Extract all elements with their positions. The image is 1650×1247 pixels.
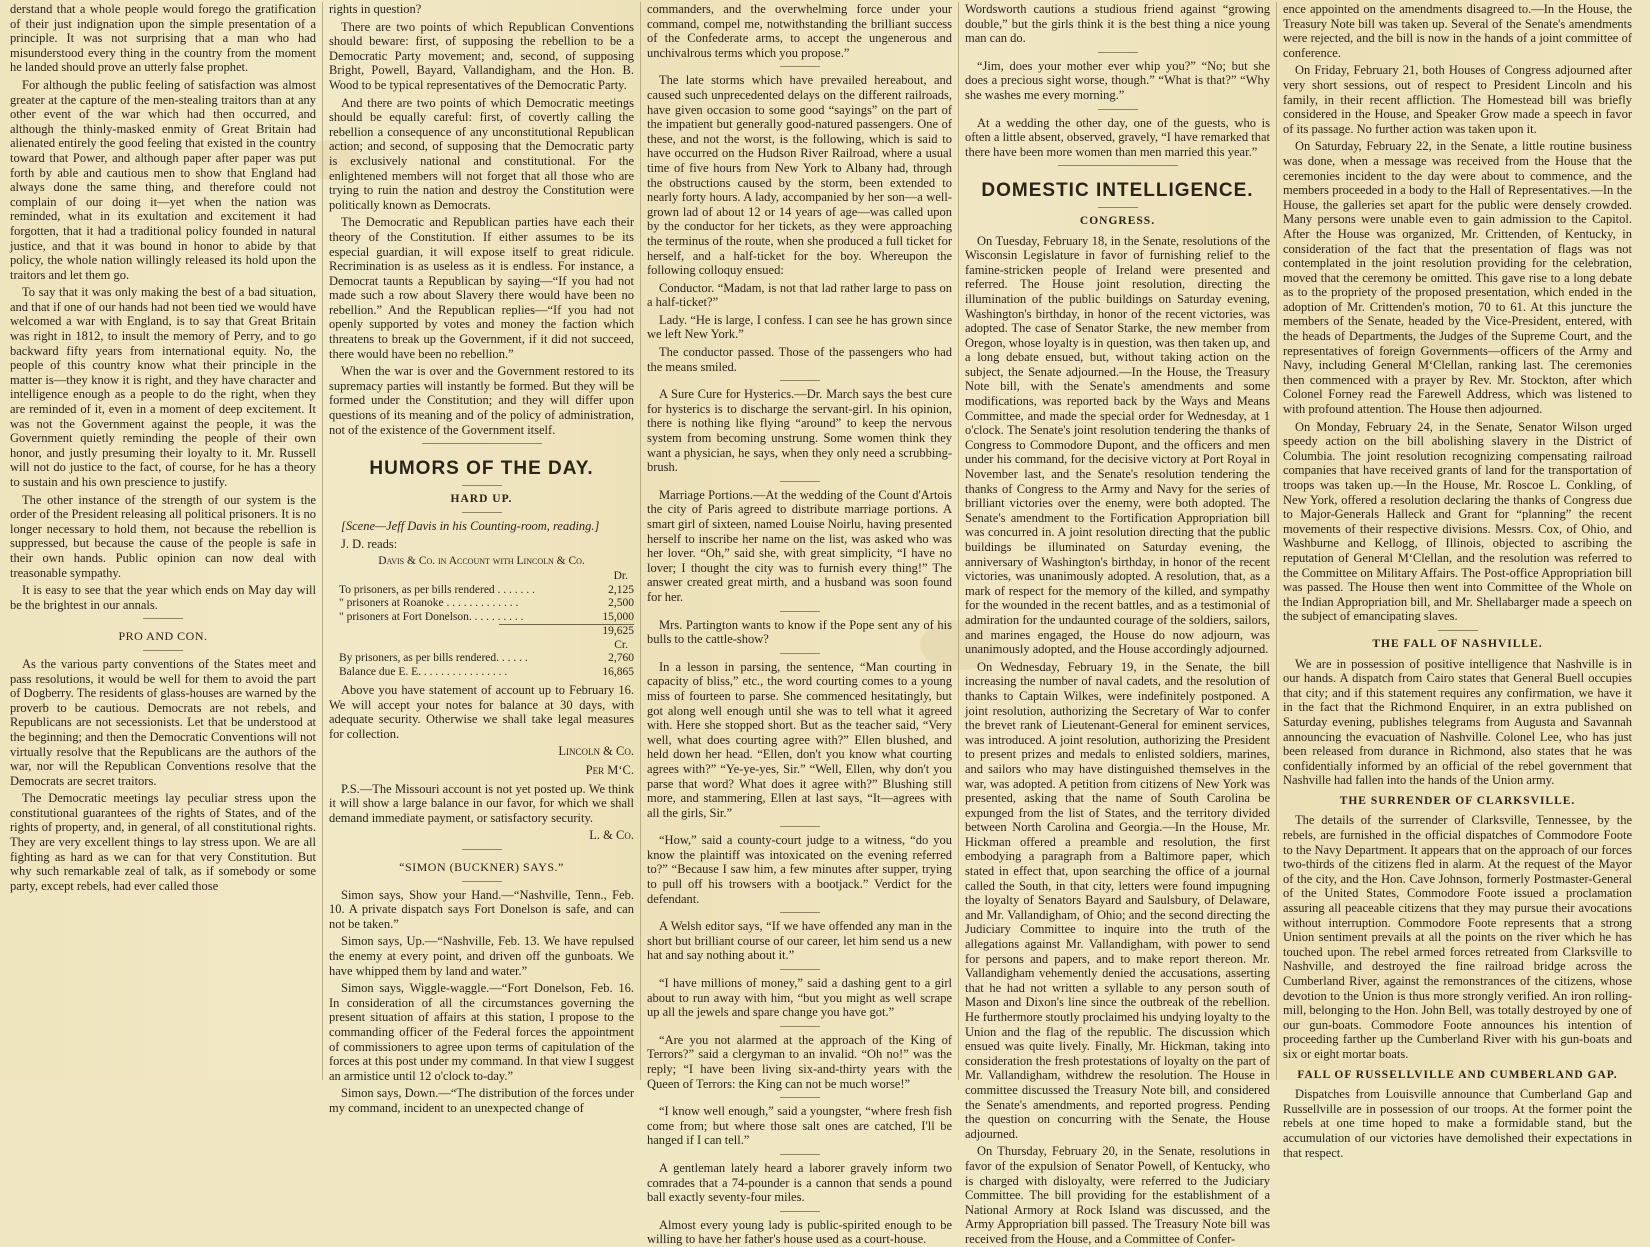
paragraph: “I know well enough,” said a youngster, “where fresh fish come from; but where those salt ones are catched, I'll be hanged if I can tell.” — [647, 1104, 952, 1148]
paragraph: “Are you not alarmed at the approach of the King of Terrors?” said a clergyman to an invalid. “Oh no!” was the reply; “I have been living six-and-thirty years with the Queen of Terrors: the King can not be much worse!” — [647, 1032, 952, 1091]
reads-line: J. D. reads: — [341, 537, 398, 551]
section-heading: “SIMON (BUCKNER) SAYS.” — [399, 860, 564, 875]
paragraph: Almost every young lady is public-spirited enough to be willing to have her father's house used as a court-house. — [647, 1217, 952, 1247]
divider — [143, 650, 183, 651]
signature: L. & Co. — [589, 828, 634, 843]
paragraph: At a wedding the other day, one of the guests, who is often a little absent, observed, gravely, “I have remarked that there have been more women than men married this year.” — [965, 115, 1270, 159]
paragraph: Lady. “He is large, I confess. I can see he has grown since we left New York.” — [647, 312, 952, 342]
row-label: Balance due E. E. . . . . . . . . . . . . . . . — [339, 665, 508, 678]
paragraph: On Monday, February 24, in the Senate, Senator Wilson urged speedy action on the bill abolishing slavery in the District of Columbia. The joint resolution recognizing compensating railroad companies that have received grants of land for the transportation of troops was taken up.—In the House, Mr. Roscoe L. Conkling, of New York, offered a resolution declaring the thanks of Congress due to Major-Generals Halleck and Grant for “planning” the recent movements of their respective divisions. Messrs. Cox, of Ohio, and Washburne and Kellogg, of Illinois, objected to ascribing the reputation of General M‘Clellan, and the resolution was referred to the Committee on Military Affairs. The Post-office Appropriation bill was passed. The House then went into Committee of the Whole on the Indian Appropriation bill, and Mr. Shellabarger made a speech on the subject of emancipating slaves. — [1283, 419, 1632, 624]
divider — [462, 881, 502, 882]
divider — [780, 1026, 820, 1027]
row-value: 2,760 — [608, 652, 634, 665]
row-value: 16,865 — [602, 665, 634, 678]
account-ledger — [329, 555, 634, 680]
divider — [143, 618, 183, 619]
paragraph: Dispatches from Louisville announce that Cumberland Gap and Russellville are in possession of our troops. At the former point the rebels at one time hoped to make a formidable stand, but the accumulation of our victories have demolished their expectations in that respect. — [1283, 1087, 1632, 1160]
account-row — [329, 597, 634, 611]
paragraph: “I have millions of money,” said a dashing gent to a girl about to run away with him, “but you might as well scrape up all the jewels and spare change you have got.” — [647, 976, 952, 1020]
divider — [780, 611, 820, 612]
debit-label: Dr. — [613, 570, 628, 583]
column-2 — [322, 2, 640, 1115]
paragraph: Simon says, Down.—“The distribution of the forces under my command, incident to an unexpected change of — [329, 1086, 634, 1115]
divider — [1098, 109, 1138, 110]
row-label: " prisoners at Roanoke . . . . . . . . . . . . . — [339, 597, 519, 610]
account-row — [329, 666, 634, 680]
signature: Lincoln & Co. — [558, 744, 634, 759]
divider — [780, 66, 820, 67]
paragraph: derstand that a whole people would forego the gratification of their just indignation upon the simple presentation of a principle. It was not surprising that a man who had misunderstood every thing in the country from the moment he landed should prove an utterly false prophet. — [10, 2, 316, 75]
section-heading: FALL OF RUSSELLVILLE AND CUMBERLAND GAP. — [1297, 1068, 1618, 1081]
paragraph: Simon says, Show your Hand.—“Nashville, Tenn., Feb. 10. A private dispatch says Fort Donelson is safe, and can not be taken.” — [329, 887, 634, 931]
column-5 — [1276, 2, 1638, 1160]
divider — [780, 969, 820, 970]
divider — [780, 653, 820, 654]
divider — [780, 826, 820, 827]
account-row — [329, 652, 634, 666]
paragraph: To say that it was only making the best of a bad situation, and that if one of our hands had not been tied we would have welcomed a war with England, is to say that Great Britain was right in 1812, to insult the memory of Perry, and to go backward fifty years from international equity. No, the people of this country know what their principle in the matter is—they know it is right, and they have character and intelligence enough as a people to do the right, when they are reminded of it, even in a moment of deep excitement. It was not the Government against the people, it was the Government quietly reminding the people of their own honor, and justly presuming their loyalty to it. Mr. Russell will not do justice to the fact, of course, for he has a theory to sustain and his own prescience to justify. — [10, 285, 316, 489]
paragraph: The conductor passed. Those of the passengers who had the means smiled. — [647, 345, 952, 374]
divider — [780, 1097, 820, 1098]
paragraph: ence appointed on the amendments disagreed to.—In the House, the Treasury Note bill was taken up. Several of the Senate's amendments were rejected, and the bill is now in the hands of a joint committee of conference. — [1283, 2, 1632, 60]
column-1 — [4, 2, 322, 1080]
column-3 — [640, 2, 958, 1247]
paragraph: P.S.—The Missouri account is not yet posted up. We think it will show a large balance in our favor, for which we shall demand immediate payment, or satisfactory security. — [329, 781, 634, 825]
section-heading: PRO AND CON. — [118, 629, 208, 644]
column-4 — [958, 2, 1276, 1246]
section-heading: THE SURRENDER OF CLARKSVILLE. — [1339, 794, 1576, 807]
account-total — [499, 624, 634, 639]
divider — [462, 512, 502, 513]
paragraph: A Welsh editor says, “If we have offended any man in the short but brilliant course of our career, let him send us a new hat and say nothing about it.” — [647, 919, 952, 963]
credit-label: Cr. — [614, 638, 628, 651]
account-row — [329, 584, 634, 598]
paragraph: The other instance of the strength of our system is the order of the President releasing all political prisoners. It is no longer necessary to hold them, not because the rebellion is suppressed, but because the cause of the people is safe in their own hands. Public opinion can now deal with treasonable sympathy. — [10, 492, 316, 580]
row-value: 2,500 — [608, 597, 634, 610]
paragraph: There are two points of which Republican Conventions should beware: first, of supposing the rebellion to be a Democratic Party movement; and, second, of supposing Bright, Powell, Bayard, Vallandigham, and the Hon. B. Wood to be typical representatives of the Democratic Party. — [329, 19, 634, 92]
row-value: 2,125 — [608, 583, 634, 596]
paragraph: On Tuesday, February 18, in the Senate, resolutions of the Wisconsin Legislature in favor of furnishing relief to the famine-stricken people of Ireland were presented and referred. The House joint resolution, directing the illumination of the public buildings on Saturday evening, Washington's birthday, in honor of the recent victories, was adopted. The case of Senator Starke, the new member from Oregon, whose loyalty is in question, was then taken up, and a long debate ensued, but, without taking action on the subject, the Senate adjourned.—In the House, the Treasury Note bill, with the Senate's amendments and some modifications, was reported back by the Ways and Means Committee, and made the special order for Wednesday, at 1 o'clock. The Senate's joint resolution tendering the thanks of Congress to Commodore Dupont, and the officers and men under his command, for the decisive victory at Port Royal in November last, and the Senate's resolution tendering the thanks of Congress to the Army and Navy for the series of brilliant victories over the enemy, were both adopted. The Senate's amendment to the Fortification Appropriation bill was concurred in. A joint resolution directing that the public buildings be illuminated on Saturday evening, the anniversary of Washington's birthday, in honor of the recent victories, was unanimously adopted. A resolution, that, as a mark of respect for the memory of the killed, and sympathy for the wounded in the recent battles, and as a testimonial of admiration for the undaunted courage of the soldiers, sailors, and marines engaged, the House do now adjourn, was unanimously adopted, and the House accordingly adjourned. — [965, 233, 1270, 657]
paragraph: On Thursday, February 20, in the Senate, resolutions in favor of the expulsion of Senator Powell, of Kentucky, who is charged with disloyalty, were referred to the Judiciary Committee. The bill providing for the establishment of a National Armory at Rock Island was discussed, and the Army Appropriation bill passed. The Treasury Note bill was received from the House, and a Committee of Confer- — [965, 1144, 1270, 1246]
paragraph: On Wednesday, February 19, in the Senate, the bill increasing the number of naval cadets, and the resolution of thanks to Captain Wilkes, were indefinitely postponed. A joint resolution, authorizing the Secretary of War to confer the brevet rank of Lieutenant-General for eminent services, was introduced. A joint resolution, authorizing the President to present prizes and medals to enlisted soldiers, marines, and sailors who may have distinguished themselves in the war, was adopted. A petition from citizens of New York was presented, asking that the name of South Carolina be expunged from the list of States, and the territory divided between North Carolina and Georgia.—In the House, Mr. Hickman offered a preamble and resolution, the first embodying a paragraph from a Baltimore paper, which stated in effect that, upon searching the office of a journal called the South, in that city, letters were found impugning the loyalty of Senators Bayard and Saulsbury, of Delaware, and Mr. Vallandigham, of Ohio; and the second directing the Judiciary Committee to inquire into the truth of the allegations against Mr. Vallandigham, with power to send for persons and papers, and to make report thereon. Mr. Vallandigham vehemently denied the accusations, asserting that he had not written a syllable to any person south of Mason and Dixon's line since the outbreak of the rebellion. He furthermore stoutly proclaimed his undying loyalty to the Union and the flag of the republic. The discussion which ensued was quite lively. Finally, Mr. Hickman, taking into consideration the fresh protestations of loyalty on the part of Mr. Vallandigham, withdrew the resolution. The House in committee discussed the Treasury Note bill, and considered the Senate's amendments, and reported progress. Pending the question on concurring with the Senate, the House adjourned. — [965, 659, 1270, 1141]
paragraph: In a lesson in parsing, the sentence, “Man courting in capacity of bliss,” etc., the word courting comes to a young miss of fourteen to parse. She commenced hesitatingly, but got along well enough until she was to tell what it agreed with. Here she stopped short. But as the teacher said, “Very well, what does courting agree with?” Ellen blushed, and held down her head. “Ellen, don't you know what courting agrees with?” “Ye-ye-yes, Sir.” “Well, Ellen, why don't you parse that word? What does it agree with?” Blushing still more, and stammering, Ellen at last says, “It—agrees with all the girls, Sir.” — [647, 659, 952, 820]
scene-line: [Scene—Jeff Davis in his Counting-room, reading.] — [341, 519, 600, 534]
section-heading: HUMORS OF THE DAY. — [369, 458, 594, 480]
paragraph: Marriage Portions.—At the wedding of the Count d'Artois the city of Paris agreed to distribute marriage portions. A smart girl of sixteen, named Louise Noirlu, having presented herself to inscribe her name on the list, was asked who was her lover. “Oh,” said she, with great simplicity, “I have no lover; I thought the city was to furnish every thing!” The answer created great mirth, and a husband was soon found for her. — [647, 487, 952, 604]
paragraph: The Democratic and Republican parties have each their theory of the Constitution. If either assumes to be its especial guardian, it will expose itself to great ridicule. Recrimination is as useless as it is endless. For instance, a Democrat taunts a Republican by saying—“If you had not made such a row about Slavery there would have been no rebellion.” And the Republican replies—“If you had not openly supported by votes and money the faction which threatens to break up the Government, if it did not succeed, there would have been no rebellion.” — [329, 215, 634, 361]
row-label: To prisoners, as per bills rendered . . . . . . . — [339, 583, 535, 596]
divider — [780, 1154, 820, 1155]
row-value: 15,000 — [602, 610, 634, 623]
paragraph: A Sure Cure for Hysterics.—Dr. March says the best cure for hysterics is to discharge the servant-girl. In his opinion, there is nothing like flying “around” to keep the nervous system from becoming unstrung. Some women think they want a physician, he says, when they only need a scrubbing-brush. — [647, 387, 952, 475]
total-value: 19,625 — [602, 625, 634, 638]
account-row — [329, 611, 634, 625]
account-title: Davis & Co. in Account with Lincoln & Co. — [378, 554, 585, 567]
divider — [462, 485, 502, 486]
paragraph: The Democratic meetings lay peculiar stress upon the constitutional guarantees of the rights of States, and of the rights of property, and, in general, of all constitutional rights. They are very excellent things to lay stress upon. We are all fighting as hard as we can for that very Constitution. But why such remarkable zeal of talk, as if somebody or some party, except rebels, had ever called those — [10, 791, 316, 893]
paragraph: “How,” said a county-court judge to a witness, “do you know the plaintiff was intoxicated on the evening referred to?” “Because I saw him, a few minutes after supper, trying to pull off his trowsers with a bootjack.” Verdict for the defendant. — [647, 833, 952, 906]
paragraph: On Saturday, February 22, in the Senate, a little routine business was done, when a message was received from the House that the ceremonies incident to the day were about to commence, and the members proceeded in a body to the Hall of Representatives.—In the House, the galleries set apart for the public were densely crowded. Many persons were unable even to gain admission to the Capitol. After the House was organized, Mr. Crittenden, of Kentucky, in consideration of the fact that the presentation of flags was not contemplated in the joint resolution providing for the celebration, moved that the ceremony be omitted. This gave rise to a long debate as to the propriety of the proposed presentation, which ended in the adoption of Mr. Crittenden's motion, 70 to 61. At this juncture the members of the Senate, headed by the Vice-President, entered, with the heads of Departments, the Judges of the Supreme Court, and the representatives of foreign Governments—officers of the Army and Navy, including General M‘Clellan, ranking last. The ceremonies then commenced with a prayer by Rev. Mr. Stockton, after which Colonel Forney read the Farewell Address, which was listened to with profound attention. The House then adjourned. — [1283, 139, 1632, 417]
row-label: By prisoners, as per bills rendered. . . . . . — [339, 652, 528, 665]
divider — [422, 443, 542, 444]
divider — [1058, 165, 1178, 166]
divider — [1098, 52, 1138, 53]
row-label: " prisoners at Fort Donelson. . . . . . . . . . — [339, 610, 524, 623]
divider — [780, 912, 820, 913]
paragraph: It is easy to see that the year which ends on May day will be the brightest in our annals. — [10, 583, 316, 612]
paragraph: On Friday, February 21, both Houses of Congress adjourned after very short sessions, out of respect to President Lincoln and his family, in their recent affliction. The Homestead bill was briefly considered in the House, and Speaker Grow made a speech in favor of its passage. No further action was taken upon it. — [1283, 63, 1632, 136]
paragraph: Simon says, Up.—“Nashville, Feb. 13. We have repulsed the enemy at every point, and driven off the gunboats. We have whipped them by land and water.” — [329, 934, 634, 978]
section-heading: DOMESTIC INTELLIGENCE. — [981, 180, 1254, 202]
paragraph: When the war is over and the Government restored to its supremacy parties will instantly be formed. But they will be formed under the Constitution; and they will differ upon questions of its meaning and of the policy of administration, not of the existence of the Government itself. — [329, 364, 634, 437]
divider — [1098, 207, 1138, 208]
paragraph: And there are two points of which Democratic meetings should be equally careful: first, of covertly calling the rebellion a consequence of any unconstitutional Republican action; and second, of supposing that the Democratic party is exclusively national and constitutional. For the enlightened members will not forget that all those who are trying to ruin the nation and destroy the Constitution were politically known as Democrats. — [329, 95, 634, 212]
paragraph: Mrs. Partington wants to know if the Pope sent any of his bulls to the cattle-show? — [647, 617, 952, 647]
sub-heading: CONGRESS. — [1079, 214, 1156, 227]
paragraph: commanders, and the overwhelming force under your command, compel me, notwithstanding the brilliant success of the Confederate arms, to accept the ungenerous and unchivalrous terms which you propose.” — [647, 2, 952, 60]
paragraph: The details of the surrender of Clarksville, Tennessee, by the rebels, are furnished in the official dispatches of Commodore Foote to the Navy Department. It appears that on the approach of our forces two-thirds of the citizens fled in alarm. At the request of the Mayor of the city, and the Hon. Cave Johnson, formerly Postmaster-General of the United States, Commodore Foote issued a proclamation assuring all peaceable citizens that they may pursue their avocations without interruption. Commodore Foote represents that a strong Union sentiment prevails at all the points on the river which he has touched upon. The rebel armed forces retreated from Clarksville to Nashville, and destroyed the fine railroad bridge across the Cumberland River, against the remonstrances of the citizens, whose devotion to the Union is thus more strongly verified. An iron rolling-mill, belonging to the Hon. John Bell, was totally destroyed by one of our gun-boats. Commodore Foote announces his intention of proceeding farther up the Cumberland River with his gun-boats and six or eight mortar boats. — [1283, 813, 1632, 1061]
paragraph: Above you have statement of account up to February 16. We will accept your notes for balance at 30 days, with adequate security. Otherwise we shall take legal measures for collection. — [329, 683, 634, 741]
section-heading: THE FALL OF NASHVILLE. — [1372, 637, 1543, 650]
paragraph: Wordsworth cautions a studious friend against “growing double,” but the girls think it is the best thing a nice young man can do. — [965, 2, 1270, 46]
divider — [780, 1211, 820, 1212]
paragraph: rights in question? — [329, 2, 422, 16]
divider — [780, 481, 820, 482]
paragraph: For although the public feeling of satisfaction was almost greater at the capture of the men-stealing traitors than at any other event of the war which had then occurred, and although the thinly-masked enmity of Great Britain had alienated entirely the good feeling that existed in the country toward that Power, and although paper after paper was put forth by able and cautious men to show that England had always done the same thing, and therefore could not complain of our doing it—yet when the nation was reminded, what in its exultation and excitement it had forgotten, that it had a traditional policy founded in natural justice, and that it was bound in honor to abide by that policy, the whole nation willingly released its hold upon the traitors and let them go. — [10, 77, 316, 282]
paragraph: “Jim, does your mother ever whip you?” “No; but she does a precious sight worse, though.” “What is that?” “Why she washes me every morning.” — [965, 58, 1270, 102]
paragraph: A gentleman lately heard a laborer gravely inform two comrades that a 74-pounder is a cannon that sends a pound ball exactly seventy-four miles. — [647, 1160, 952, 1205]
divider — [1438, 630, 1478, 631]
paragraph: The late storms which have prevailed hereabout, and caused such unprecedented delays on the different railroads, have given occasion to some good “sayings” on the part of the impatient but generally good-natured passengers. One of these, and not the worst, is the following, which is said to have occurred on the Hudson River Railroad, where a usual time of five hours from New York to Albany had, through the obstructions caused by the storm, been extended to nearly forty hours. A lady, accompanied by her son—a well-grown lad of about 12 or 14 years of age—was called upon by the conductor for her tickets, as they were approaching the terminus of the route, when she produced a full ticket for herself, and a half-ticket for the boy. Whereupon the following colloquy ensued: — [647, 73, 952, 278]
paragraph: Simon says, Wiggle-waggle.—“Fort Donelson, Feb. 16. In consideration of all the circumstances governing the present situation of affairs at this station, I propose to the commanding officer of the Federal forces the appointment of commissioners to agree upon terms of capitulation of the forces at this post under my command. In that view I suggest an armistice until 12 o'clock to-day.” — [329, 981, 634, 1083]
paragraph: We are in possession of positive intelligence that Nashville is in our hands. A dispatch from Cairo states that General Buell occupies that city; and if this statement requires any confirmation, we have it in the fact that the Richmond Enquirer, in an extra published on Saturday evening, publishes telegrams from Augusta and Savannah announcing the evacuation of Nashville. Colonel Lee, who has just been released from durance in Richmond, also states that he was confidentially informed by an official of the rebel government that Nashville had fallen into the hands of the Union army. — [1283, 656, 1632, 788]
paragraph: Conductor. “Madam, is not that lad rather large to pass on a half-ticket?” — [647, 280, 952, 310]
signature: Per M‘C. — [585, 763, 634, 778]
divider — [780, 380, 820, 381]
divider — [462, 849, 502, 850]
sub-heading: HARD UP. — [450, 492, 513, 505]
paragraph: As the various party conventions of the States meet and pass resolutions, it would be well for them to avoid the part of Dogberry. The residents of glass-houses are warned by the proverb to be cautious. Democrats are not rebels, and Republicans are not secessionists. Let that be understood at the beginning; and then the Democratic Conventions will not virtually resolve that the Republicans are the authors of the war, nor will the Republican Conventions resolve that the Democrats are secret traitors. — [10, 656, 316, 788]
